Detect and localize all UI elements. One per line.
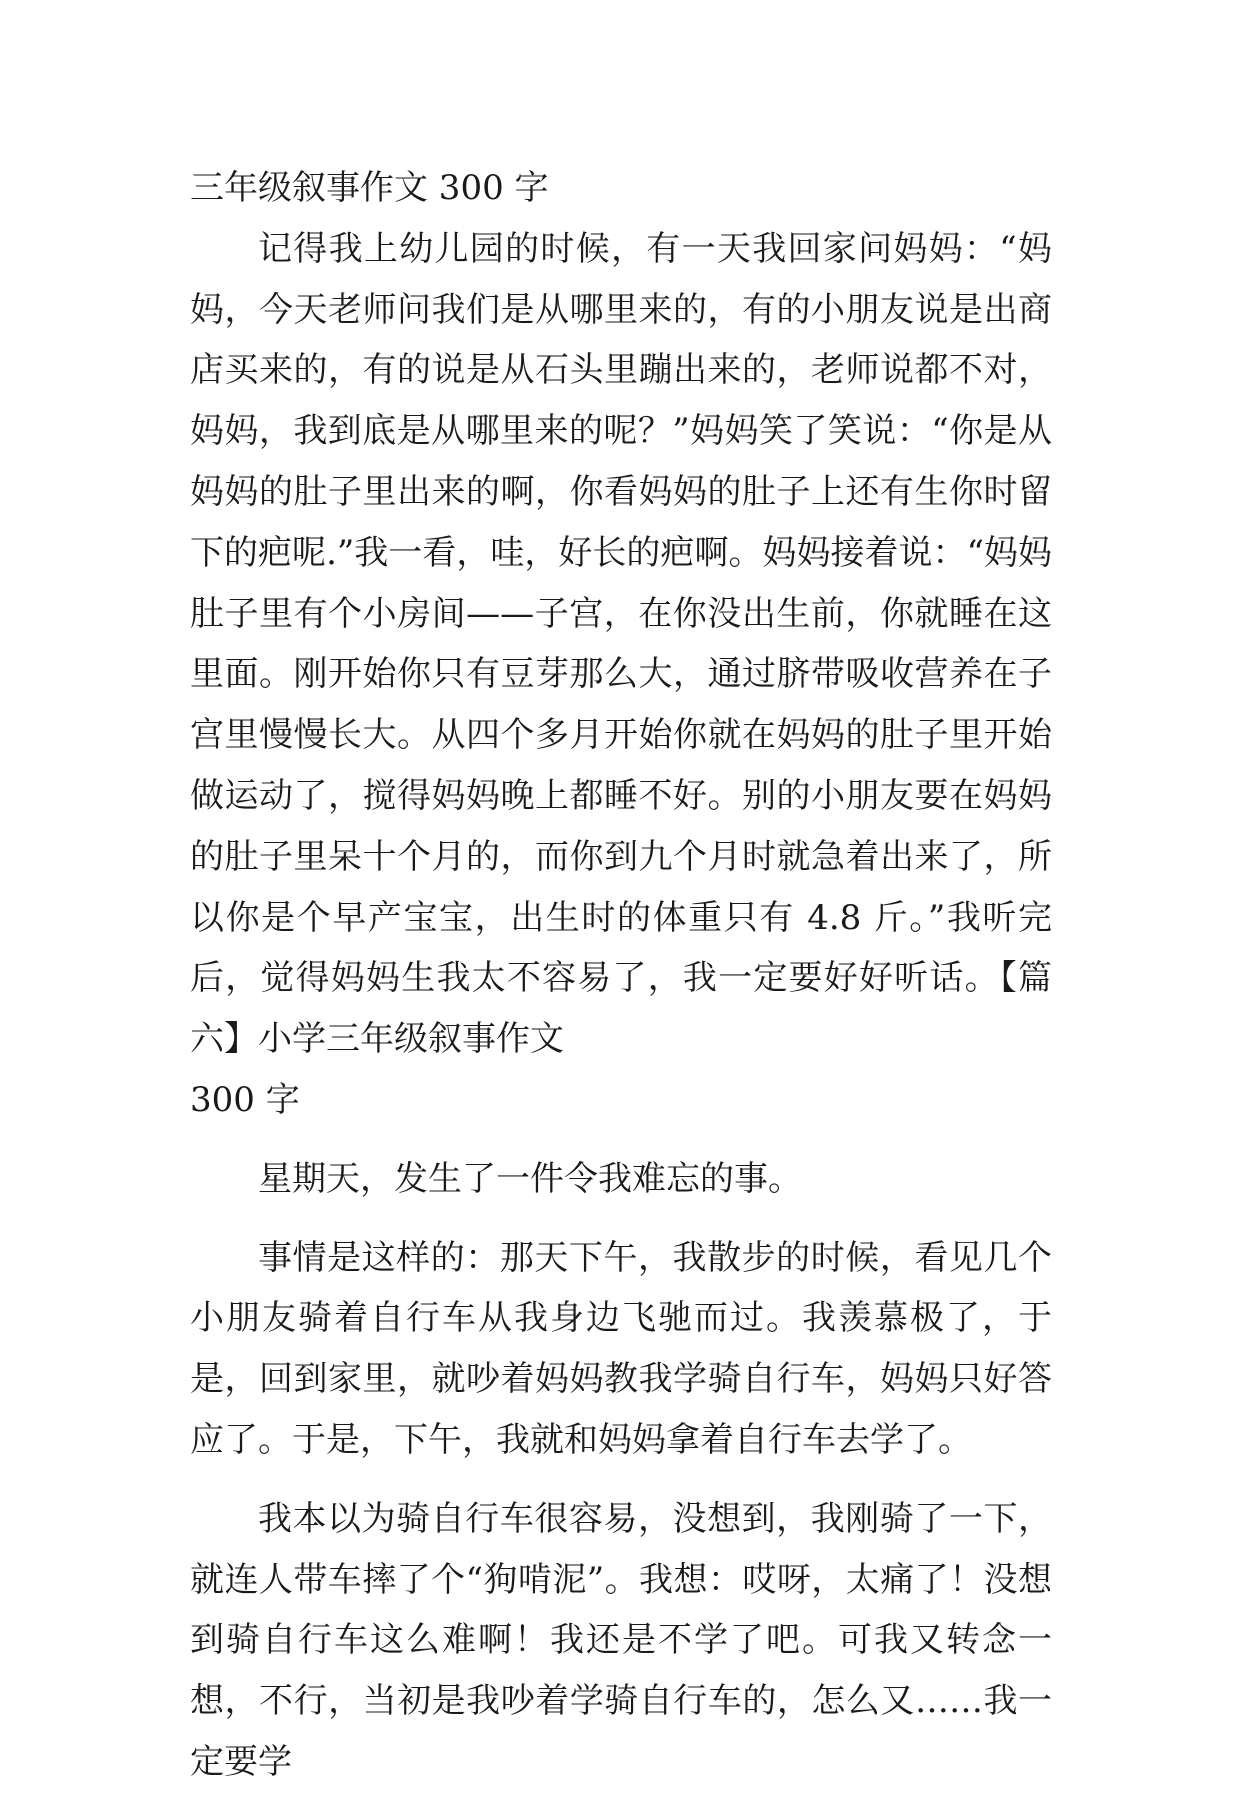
paragraph-2: 星期天，发生了一件令我难忘的事。 bbox=[258, 1158, 802, 1199]
paragraph-4: 我本以为骑自行车很容易，没想到，我刚骑了一下，就连人带车摔了个“狗啃泥”。我想：哎呀，太痛了！没想到骑自行车这么难啊！我还是不学了吧。可我又转念一想，不行，当初是我吵着学骑自行车的，怎么又……我一定要学 bbox=[190, 1498, 1052, 1782]
paragraph-1: 记得我上幼儿园的时候，有一天我回家问妈妈：“妈妈，今天老师问我们是从哪里来的，有的小朋友说是出商店买来的，有的说是从石头里蹦出来的，老师说都不对，妈妈，我到底是从哪里来的呢？”妈妈笑了笑说：“你是从妈妈的肚子里出来的啊，你看妈妈的肚子上还有生你时留下的疤呢.”我一看，哇，好长的疤啊。妈妈接着说：“妈妈肚子里有个小房间——子宫，在你没出生前，你就睡在这里面。刚开始你只有豆芽那么大，通过脐带吸收营养在子宫里慢慢长大。从四个多月开始你就在妈妈的肚子里开始做运动了，搅得妈妈晚上都睡不好。别的小朋友要在妈妈的肚子里呆十个月的，而你到九个月时就急着出来了，所以你是个早产宝宝，出生时的体重只有 4.8 斤。”我听完后，觉得妈妈生我太不容易了，我一定要好好听话。【篇六】小学三年级叙事作文 bbox=[190, 228, 1052, 1060]
document-body bbox=[190, 158, 1052, 1793]
document-title: 三年级叙事作文 300 字 bbox=[190, 168, 549, 208]
paragraph-3: 事情是这样的：那天下午，我散步的时候，看见几个小朋友骑着自行车从我身边飞驰而过。我羡慕极了，于是，回到家里，就吵着妈妈教我学骑自行车，妈妈只好答应了。于是，下午，我就和妈妈拿着自行车去学了。 bbox=[190, 1237, 1052, 1460]
section-heading-continuation: 300 字 bbox=[190, 1079, 300, 1120]
